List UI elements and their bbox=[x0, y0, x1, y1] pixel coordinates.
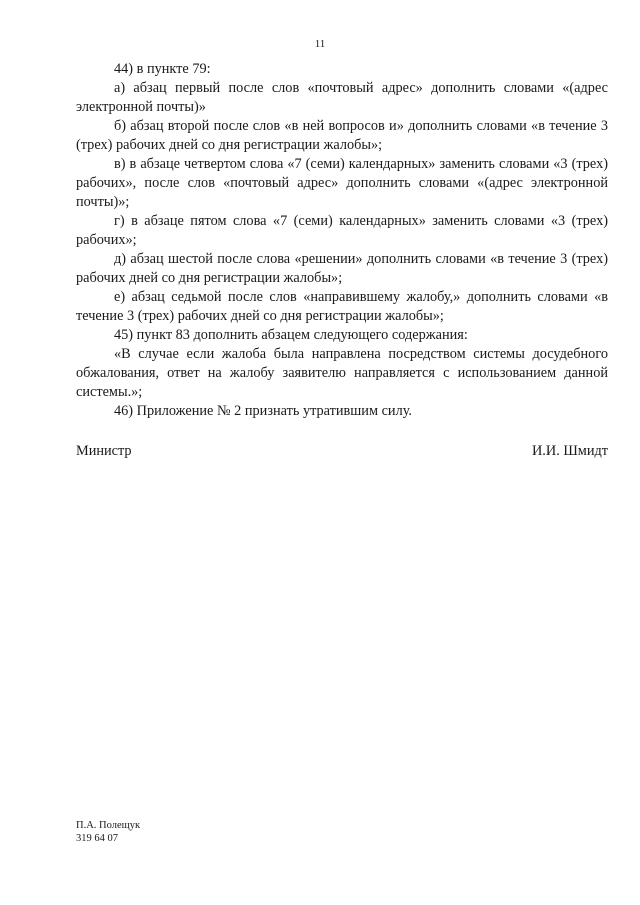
signatory-name: И.И. Шмидт bbox=[531, 443, 608, 459]
paragraph-44a: а) абзац первый после слов «почтовый адрес» дополнить словами «(адрес электронной почты)» bbox=[76, 80, 608, 115]
paragraph-44g: г) в абзаце пятом слова «7 (семи) календарных» заменить словами «3 (трех) рабочих»; bbox=[76, 213, 608, 248]
signatory-position: Министр bbox=[76, 443, 132, 459]
paragraph-44: 44) в пункте 79: bbox=[114, 61, 211, 77]
paragraph-46: 46) Приложение № 2 признать утратившим силу. bbox=[114, 403, 412, 419]
page-number: 11 bbox=[314, 38, 326, 50]
document-body bbox=[76, 60, 608, 421]
paragraph-44b: б) абзац второй после слов «в ней вопросов и» дополнить словами «в течение 3 (трех) рабочих дней со дня регистрации жалобы»; bbox=[76, 118, 608, 153]
paragraph-44d: д) абзац шестой после слова «решении» дополнить словами «в течение 3 (трех) рабочих дней со дня регистрации жалобы»; bbox=[76, 251, 608, 286]
paragraph-44v: в) в абзаце четвертом слова «7 (семи) календарных» заменить словами «3 (трех) рабочих», после слов «почтовый адрес» дополнить словами «(адрес электронной почты)»; bbox=[76, 156, 608, 210]
paragraph-44e: е) абзац седьмой после слов «направившему жалобу,» дополнить словами «в течение 3 (трех) рабочих дней со дня регистрации жалобы»; bbox=[76, 289, 608, 324]
executor-info bbox=[76, 819, 140, 845]
executor-phone: 319 64 07 bbox=[76, 833, 118, 844]
paragraph-45: 45) пункт 83 дополнить абзацем следующего содержания: bbox=[114, 327, 468, 343]
paragraph-45-quote: «В случае если жалоба была направлена посредством системы досудебного обжалования, ответ на жалобу заявителю направляется с использованием данной системы.»; bbox=[76, 346, 608, 400]
executor-name: П.А. Полещук bbox=[76, 820, 141, 831]
